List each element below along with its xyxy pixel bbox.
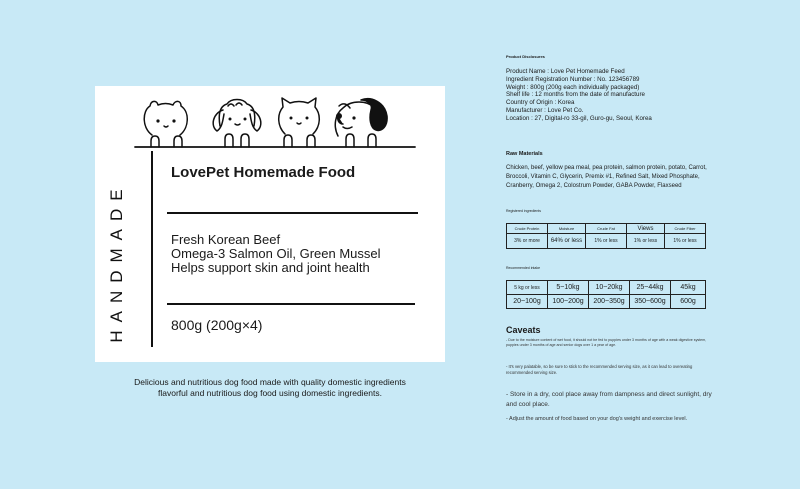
feature-item: Helps support skin and joint health: [171, 260, 370, 275]
disclosure-line: Shelf life : 12 months from the date of manufacture: [506, 91, 645, 99]
registered-value-cell: 1% or less: [665, 234, 706, 249]
intake-amount-cell: 600g: [671, 295, 706, 309]
registered-header-cell: Views: [627, 224, 665, 234]
registered-value-cell: 64% or less: [548, 234, 586, 249]
caveat-item: - Store in a dry, cool place away from dampness and direct sunlight, dry and cool place.: [506, 391, 712, 408]
registered-value-cell: 1% or less: [627, 234, 665, 249]
hamster-icon: [144, 101, 187, 147]
caveat-item: - Adjust the amount of food based on your dog's weight and exercise level.: [506, 416, 688, 422]
materials-heading: Raw Materials: [506, 151, 543, 157]
disclosure-section: [506, 54, 721, 123]
intake-table: [506, 280, 706, 309]
caption-line: Delicious and nutritious dog food made with quality domestic ingredients: [134, 377, 406, 387]
intake-amount-cell: 200~350g: [589, 295, 630, 309]
registered-header-cell: Crude Fat: [586, 224, 627, 234]
disclosure-heading: Product Disclosures: [506, 54, 545, 59]
caveats-heading: Caveats: [506, 325, 541, 335]
registered-table: [506, 223, 706, 249]
disclosure-line: Product Name : Love Pet Homemade Feed: [506, 68, 625, 75]
intake-weight-cell: 25~44kg: [630, 281, 671, 295]
disclosure-line: Ingredient Registration Number : No. 123456789: [506, 75, 640, 83]
intake-weight-cell: 5 kg or less: [507, 281, 548, 295]
feature-item: Fresh Korean Beef: [171, 232, 281, 247]
intake-weight-cell: 10~20kg: [589, 281, 630, 295]
feature-item: Omega-3 Salmon Oil, Green Mussel: [171, 246, 381, 261]
disclosure-line: Weight : 800g (200g each individually packaged): [506, 83, 640, 91]
intake-amount-cell: 20~100g: [507, 295, 548, 309]
disclosure-line: Manufacturer : Love Pet Co.: [506, 106, 584, 114]
caveat-item: - Due to the moisture content of wet food, it should not be fed to puppies under 3 months of age with a weak digestive system, puppies under 3 months of age and senior dogs over 1 a year of age.: [506, 338, 707, 347]
caption-line: flavorful and nutritious dog food using domestic ingredients.: [158, 388, 382, 398]
registered-header-cell: Crude Fiber: [665, 224, 706, 234]
intake-amount-cell: 350~600g: [630, 295, 671, 309]
registered-header-cell: Crude Protein: [507, 224, 548, 234]
registered-heading: Registered ingredients: [506, 209, 542, 213]
puppy-icon: [213, 100, 261, 148]
feature-list: [171, 233, 381, 275]
intake-weight-cell: 5~10kg: [548, 281, 589, 295]
intake-weight-cell: 45kg: [671, 281, 706, 295]
cat-icon: [279, 98, 320, 147]
registered-header-cell: Moisture: [548, 224, 586, 234]
net-weight: 800g (200g×4): [171, 317, 263, 333]
divider-bottom: [167, 303, 415, 305]
pets-illustration: [95, 86, 445, 156]
divider-top: [167, 212, 418, 214]
vertical-divider: [151, 151, 153, 347]
registered-value-cell: 3% or more: [507, 234, 548, 249]
caveat-item: - It's very palatable, so be sure to stick to the recommended serving size, as it can lead to overeating recommended serving size.: [506, 364, 693, 375]
disclosure-line: Country of Origin : Korea: [506, 99, 575, 107]
dog-icon: [335, 99, 387, 147]
registered-value-cell: 1% or less: [586, 234, 627, 249]
disclosure-lines: [506, 68, 721, 123]
materials-text: Chicken, beef, yellow pea meal, pea protein, salmon protein, potato, Carrot, Broccoli, Vitamin C, Glycerin, Premix #1, Refined Salt, Mixed Phosphate, Cranberry, Omega 2, Colostrum Powder, GABA Powder, Flaxseed: [506, 165, 707, 189]
product-caption: [95, 377, 445, 399]
disclosure-line: Location : 27, Digital-ro 33-gil, Guro-gu, Seoul, Korea: [506, 114, 652, 122]
product-label: [95, 86, 445, 362]
intake-amount-cell: 100~200g: [548, 295, 589, 309]
handmade-vertical-text: HANDMADE: [107, 181, 126, 343]
intake-heading: Recommended intake: [506, 266, 541, 270]
product-title: LovePet Homemade Food: [171, 164, 356, 181]
